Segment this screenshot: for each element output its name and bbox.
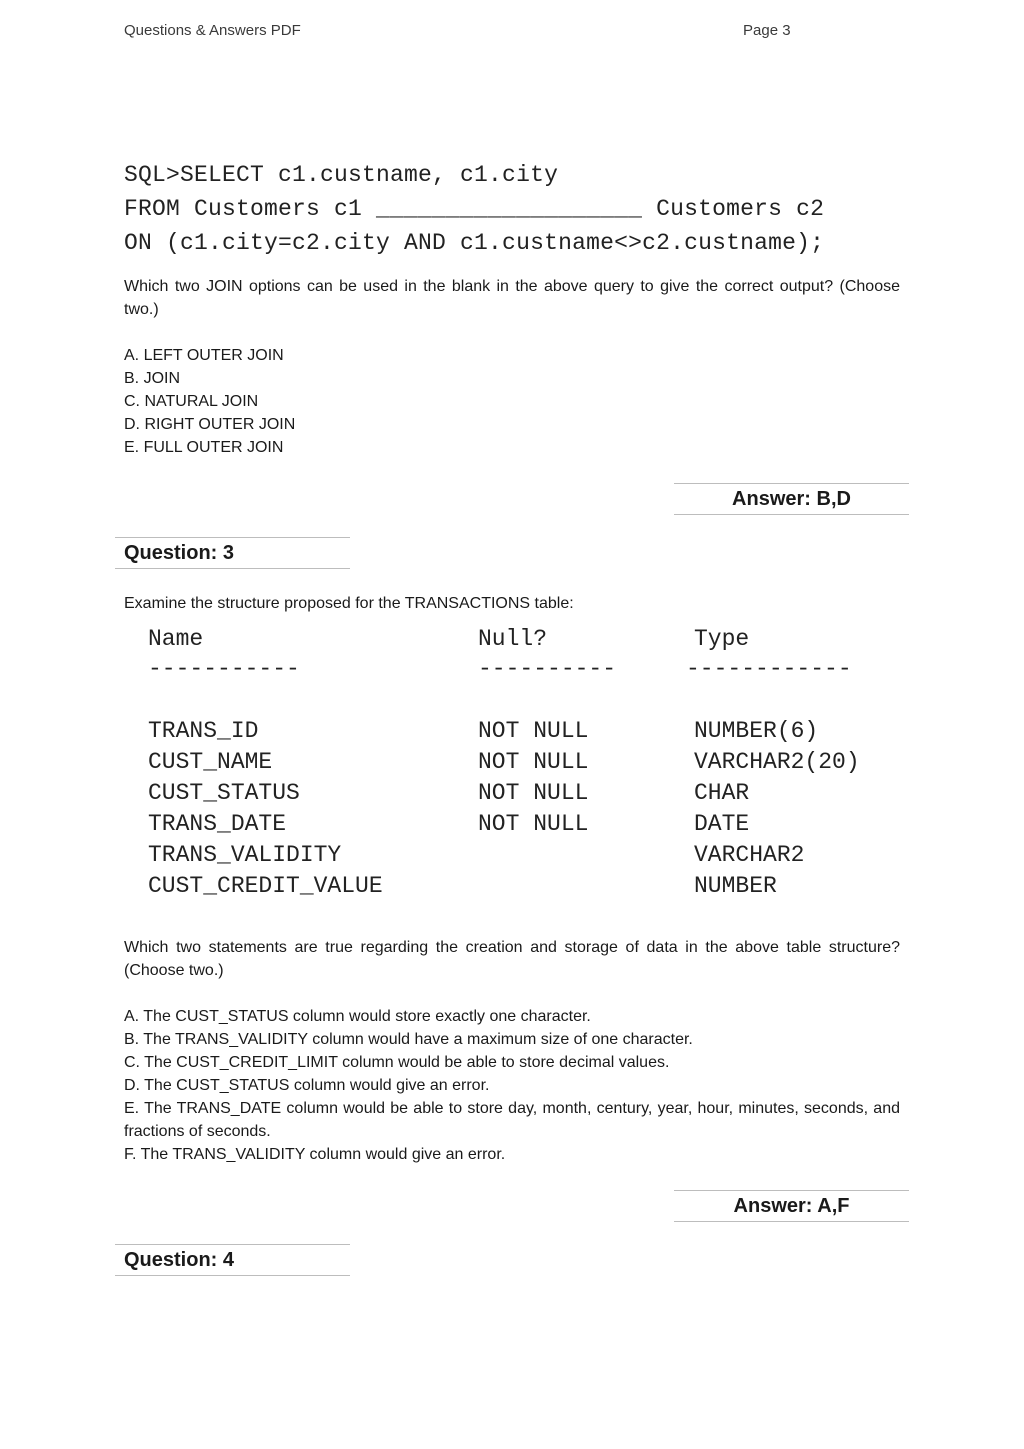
table-header-null: Null?: [478, 626, 548, 652]
option-a: A. LEFT OUTER JOIN: [124, 347, 284, 364]
table-divider: -----------: [148, 656, 300, 682]
table-cell: VARCHAR2(20): [694, 749, 860, 775]
q3-prompt: Which two statements are true regarding the creation and storage of data in the above table structure? (Choose two.): [124, 939, 900, 979]
q4-heading-text: Question: 4: [124, 1249, 235, 1271]
table-divider: ------------: [686, 656, 852, 682]
q3-options-list: [124, 1005, 900, 1166]
q3-intro: Examine the structure proposed for the TRANSACTIONS table:: [124, 595, 574, 612]
option-e: E. The TRANS_DATE column would be able to store day, month, century, year, hour, minutes, seconds, and fractions of seconds.: [124, 1100, 900, 1140]
table-cell: NOT NULL: [478, 749, 589, 775]
table-cell: NOT NULL: [478, 780, 589, 806]
header-page-number: Page 3: [743, 22, 791, 39]
table-cell: CUST_STATUS: [148, 780, 300, 806]
table-cell: VARCHAR2: [694, 842, 805, 868]
table-cell: TRANS_DATE: [148, 811, 287, 837]
option-e: E. FULL OUTER JOIN: [124, 439, 284, 456]
table-divider: ----------: [478, 656, 617, 682]
sql-line: FROM Customers c1 ___________________ Customers c2: [124, 196, 825, 222]
header-title: Questions & Answers PDF: [124, 22, 301, 39]
table-cell: CHAR: [694, 780, 750, 806]
table-cell: NOT NULL: [478, 718, 589, 744]
q3-heading-text: Question: 3: [124, 542, 235, 564]
table-header-name: Name: [148, 626, 204, 652]
option-c: C. NATURAL JOIN: [124, 393, 259, 410]
q2-answer: Answer: B,D: [674, 483, 909, 515]
option-f: F. The TRANS_VALIDITY column would give an error.: [124, 1146, 506, 1163]
option-b: B. The TRANS_VALIDITY column would have a maximum size of one character.: [124, 1031, 693, 1048]
table-cell: CUST_NAME: [148, 749, 273, 775]
option-d: D. The CUST_STATUS column would give an error.: [124, 1077, 490, 1094]
q3-heading: [115, 537, 350, 569]
sql-line: SQL>SELECT c1.custname, c1.city: [124, 162, 559, 188]
table-cell: DATE: [694, 811, 750, 837]
q2-options-list: [124, 344, 295, 459]
option-b: B. JOIN: [124, 370, 181, 387]
option-a: A. The CUST_STATUS column would store exactly one character.: [124, 1008, 591, 1025]
table-cell: TRANS_ID: [148, 718, 259, 744]
table-cell: NUMBER(6): [694, 718, 819, 744]
sql-line: ON (c1.city=c2.city AND c1.custname<>c2.custname);: [124, 230, 825, 256]
option-d: D. RIGHT OUTER JOIN: [124, 416, 296, 433]
table-cell: TRANS_VALIDITY: [148, 842, 342, 868]
table-cell: NOT NULL: [478, 811, 589, 837]
table-cell: NUMBER: [694, 873, 777, 899]
option-c: C. The CUST_CREDIT_LIMIT column would be able to store decimal values.: [124, 1054, 670, 1071]
table-header-type: Type: [694, 626, 750, 652]
q4-heading: [115, 1244, 350, 1276]
q3-answer: Answer: A,F: [674, 1190, 909, 1222]
table-cell: CUST_CREDIT_VALUE: [148, 873, 383, 899]
q2-prompt: Which two JOIN options can be used in the blank in the above query to give the correct output? (Choose two.): [124, 278, 900, 318]
